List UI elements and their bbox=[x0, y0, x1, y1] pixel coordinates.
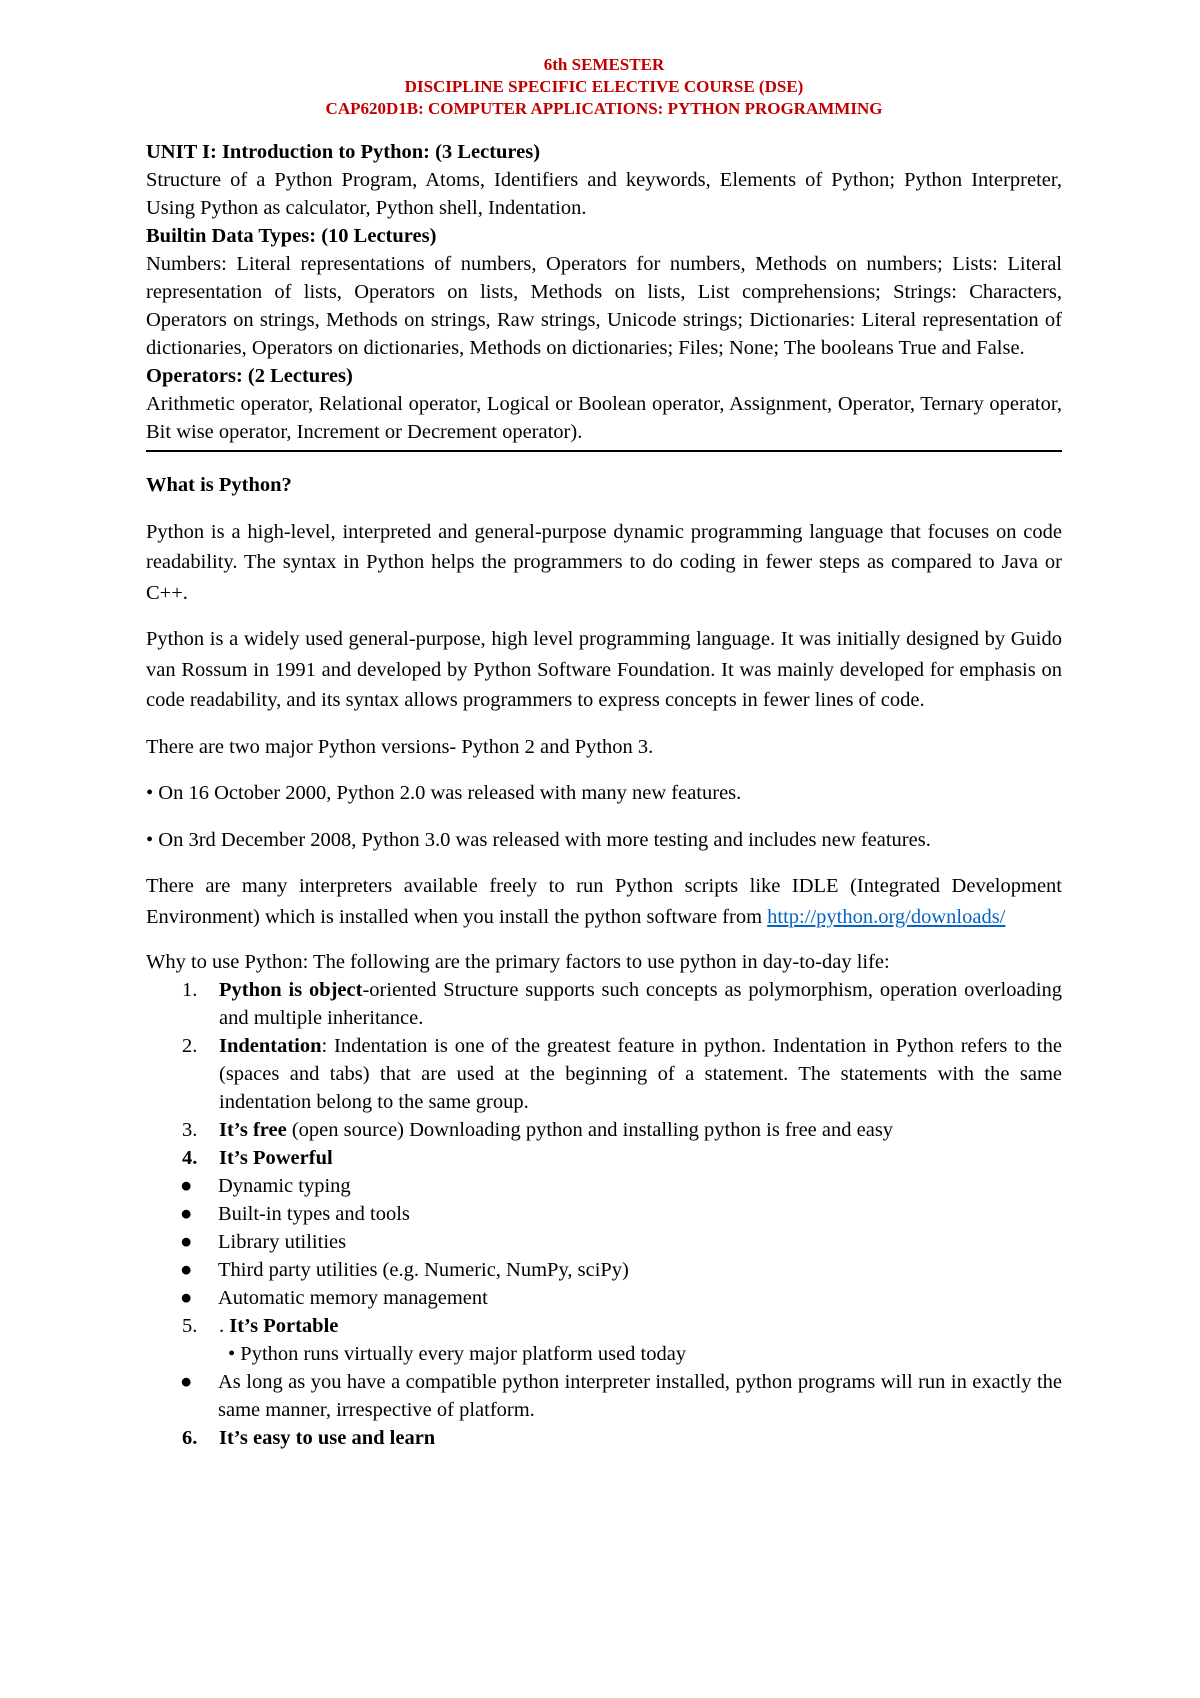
portable-bullets bbox=[146, 1340, 1062, 1424]
bullet-icon: ● bbox=[180, 1259, 193, 1281]
reason-title: Python is object bbox=[219, 979, 363, 1001]
bullet-text: Library utilities bbox=[218, 1231, 347, 1253]
operators-heading: Operators: (2 Lectures) bbox=[146, 365, 353, 387]
unit1-heading: UNIT I: Introduction to Python: (3 Lectures) bbox=[146, 141, 541, 163]
reason-text: : Indentation is one of the greatest feature in python. Indentation in Python refers to the (spaces and tabs) that are used at the beginning of a statement. The statements with the same indentation belong to the same group. bbox=[219, 1035, 1062, 1113]
why-python-intro: Why to use Python: The following are the primary factors to use python in day-to-day life: bbox=[146, 951, 890, 973]
reason-title: It’s Powerful bbox=[219, 1147, 333, 1169]
list-item bbox=[146, 1116, 1062, 1144]
list-item bbox=[146, 1032, 1062, 1116]
why-python-section bbox=[146, 948, 1062, 1452]
section-divider bbox=[146, 450, 1062, 452]
bullet-item bbox=[146, 1200, 1062, 1228]
list-item bbox=[146, 1312, 1062, 1340]
bullet-text: • Python runs virtually every major platform used today bbox=[228, 1343, 687, 1365]
bullet-icon: ● bbox=[180, 1287, 193, 1309]
intro-paragraph-2: Python is a widely used general-purpose, high level programming language. It was initially designed by Guido van Rossum in 1991 and developed by Python Software Foundation. It was mainly developed for emphasis on code readability, and its syntax allows programmers to express concepts in fewer lines of code. bbox=[146, 628, 1062, 711]
list-number: 4. bbox=[182, 1147, 198, 1169]
document-page bbox=[146, 54, 1062, 1452]
reason-title: Indentation bbox=[219, 1035, 322, 1057]
intro-section bbox=[146, 470, 1062, 932]
bullet-item bbox=[146, 1284, 1062, 1312]
list-number: 5. bbox=[182, 1315, 198, 1337]
document-header bbox=[146, 54, 1062, 120]
unit1-text: Structure of a Python Program, Atoms, Identifiers and keywords, Elements of Python; Python Interpreter, Using Python as calculator, Python shell, Indentation. bbox=[146, 169, 1062, 219]
versions-paragraph: There are two major Python versions- Python 2 and Python 3. bbox=[146, 735, 654, 758]
what-is-python-heading: What is Python? bbox=[146, 474, 292, 496]
interpreters-paragraph bbox=[146, 871, 1062, 932]
reason-text: -oriented Structure supports such concepts as polymorphism, operation overloading and multiple inheritance. bbox=[219, 979, 1063, 1029]
course-type-heading: DISCIPLINE SPECIFIC ELECTIVE COURSE (DSE) bbox=[404, 77, 804, 96]
list-number: 1. bbox=[182, 979, 198, 1001]
list-item bbox=[146, 1144, 1062, 1172]
powerful-bullet-list bbox=[146, 1172, 1062, 1312]
bullet-icon: ● bbox=[180, 1231, 193, 1253]
bullet-item bbox=[146, 1256, 1062, 1284]
bullet-text: Automatic memory management bbox=[218, 1287, 488, 1309]
datatypes-heading: Builtin Data Types: (10 Lectures) bbox=[146, 225, 437, 247]
reason-title: It’s easy to use and learn bbox=[219, 1427, 436, 1449]
bullet-icon: ● bbox=[180, 1175, 193, 1197]
intro-paragraph-1: Python is a high-level, interpreted and general-purpose dynamic programming language that focuses on code readability. The syntax in Python helps the programmers to do coding in fewer steps as compared to Java or C++. bbox=[146, 520, 1062, 604]
reason-prefix: . bbox=[219, 1315, 230, 1337]
list-item bbox=[146, 1424, 1062, 1452]
list-number: 3. bbox=[182, 1119, 198, 1141]
interpreters-text: There are many interpreters available freely to run Python scripts like IDLE (Integrated Development Environment) which is installed when you install the python software from bbox=[146, 875, 1062, 928]
course-title-heading: CAP620D1B: COMPUTER APPLICATIONS: PYTHON PROGRAMMING bbox=[325, 99, 883, 118]
reason-title: It’s free bbox=[219, 1119, 287, 1141]
list-number: 6. bbox=[182, 1427, 198, 1449]
operators-text: Arithmetic operator, Relational operator, Logical or Boolean operator, Assignment, Operator, Ternary operator, Bit wise operator, Increment or Decrement operator). bbox=[146, 393, 1062, 443]
bullet-item bbox=[146, 1228, 1062, 1256]
python3-release-note: • On 3rd December 2008, Python 3.0 was released with more testing and includes new features. bbox=[146, 828, 931, 851]
bullet-icon: ● bbox=[180, 1203, 193, 1225]
portable-bullet-list bbox=[146, 1340, 1062, 1424]
datatypes-text: Numbers: Literal representations of numbers, Operators for numbers, Methods on numbers; Lists: Literal representation of lists, Operators on lists, Methods on lists, List comprehensions; Strings: Characters, Operators on strings, Methods on strings, Raw strings, Unicode strings; Dictionaries: Literal representation of dictionaries, Operators on dictionaries, Methods on dictionaries; Files; None; The booleans True and False. bbox=[146, 253, 1062, 359]
list-item bbox=[146, 976, 1062, 1032]
list-number: 2. bbox=[182, 1035, 198, 1057]
download-link[interactable]: http://python.org/downloads/ bbox=[767, 905, 1006, 928]
bullet-text: Third party utilities (e.g. Numeric, NumPy, sciPy) bbox=[218, 1259, 629, 1281]
bullet-item bbox=[146, 1172, 1062, 1200]
bullet-text: As long as you have a compatible python interpreter installed, python programs will run in exactly the same manner, irrespective of platform. bbox=[218, 1371, 1062, 1421]
bullet-item bbox=[146, 1368, 1062, 1424]
semester-heading: 6th SEMESTER bbox=[543, 55, 665, 74]
syllabus-section bbox=[146, 138, 1062, 452]
reason-title: It’s Portable bbox=[229, 1315, 339, 1337]
bullet-icon: ● bbox=[180, 1371, 193, 1393]
bullet-text: Dynamic typing bbox=[218, 1175, 351, 1197]
reason-text: (open source) Downloading python and installing python is free and easy bbox=[286, 1119, 894, 1141]
bullet-item bbox=[146, 1340, 1062, 1368]
reasons-list bbox=[146, 976, 1062, 1452]
bullet-text: Built-in types and tools bbox=[218, 1203, 410, 1225]
powerful-bullets bbox=[146, 1172, 1062, 1312]
python2-release-note: • On 16 October 2000, Python 2.0 was released with many new features. bbox=[146, 782, 742, 804]
